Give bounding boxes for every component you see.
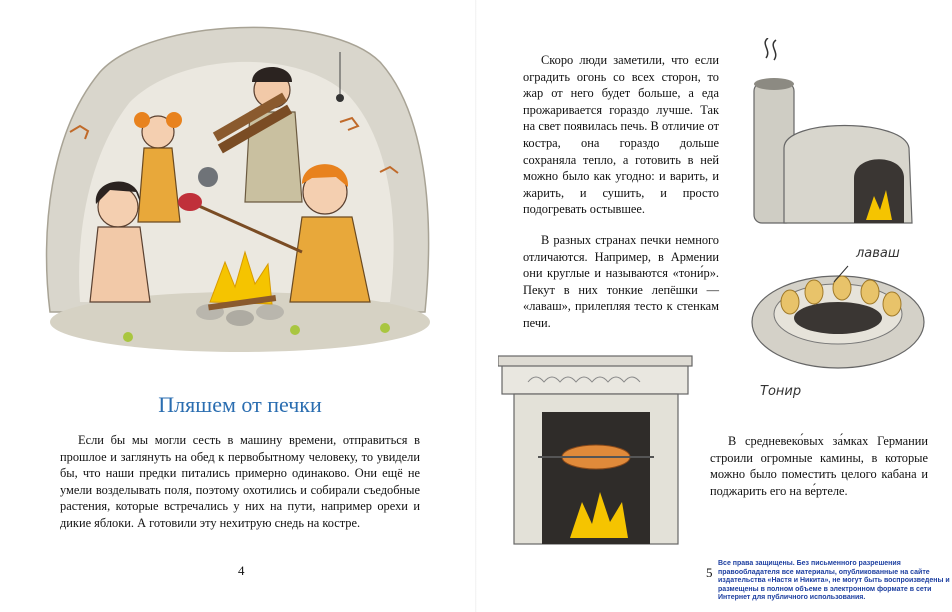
- oven-paragraph: Скоро люди заметили, что если оградить огонь со всех сторон, то жар от него будет больше, а еда прожаривается гораздо лучше. Так на свет появилась печь. В отличие от костра, она гораздо дольше сохраняла тепло, а готовить в ней можно было как угодно: и варить, и жарить, и сушить, и просто подогревать остывшее.: [523, 53, 719, 217]
- tonir-label: Тонир: [760, 384, 802, 399]
- copyright-notice: Все права защищены. Без письменного разрешения правообладателя все материалы, опубликованные на сайте издательства «Настя и Никита», не могут быть воспроизведены и размещены в полном объеме в электронном формате в сети Интернет для публичного использования.: [718, 560, 950, 602]
- clay-oven-illustration: [744, 38, 922, 234]
- tonir-paragraph: В разных странах печки немного отличаются. Например, в Армении они круглые и называются «тони́р». Пекут в них тонкие лепёшки — «лаваш», прилепляя тесто к стенкам печи.: [523, 233, 719, 330]
- page-number-right: 5: [706, 565, 713, 580]
- right-page: [476, 0, 952, 612]
- page-title: Пляшем от печки: [158, 392, 322, 417]
- cave-scene-illustration: [40, 12, 435, 352]
- intro-paragraph: Если бы мы могли сесть в машину времени, отправиться в прошлое и заглянуть на обед к первобытному человеку, то увидели бы, что наши предки питались примерно одинаково. Они ещё не умели возделывать поля, поэтому охотились и собирали съедобные растения, которые встречались у них на пути, например орехи и дикие яблоки. А готовили эту нехитрую снедь на костре.: [60, 433, 420, 530]
- tonir-illustration: [748, 262, 928, 382]
- page-number-left: 4: [238, 563, 245, 578]
- lavash-label: лаваш: [856, 246, 900, 261]
- fireplace-illustration: [498, 352, 694, 548]
- fireplace-paragraph: В средневеко́вых за́мках Германии строили огромные камины, в которые можно было поместить целого кабана и поджарить его на ве́ртеле.: [710, 434, 928, 498]
